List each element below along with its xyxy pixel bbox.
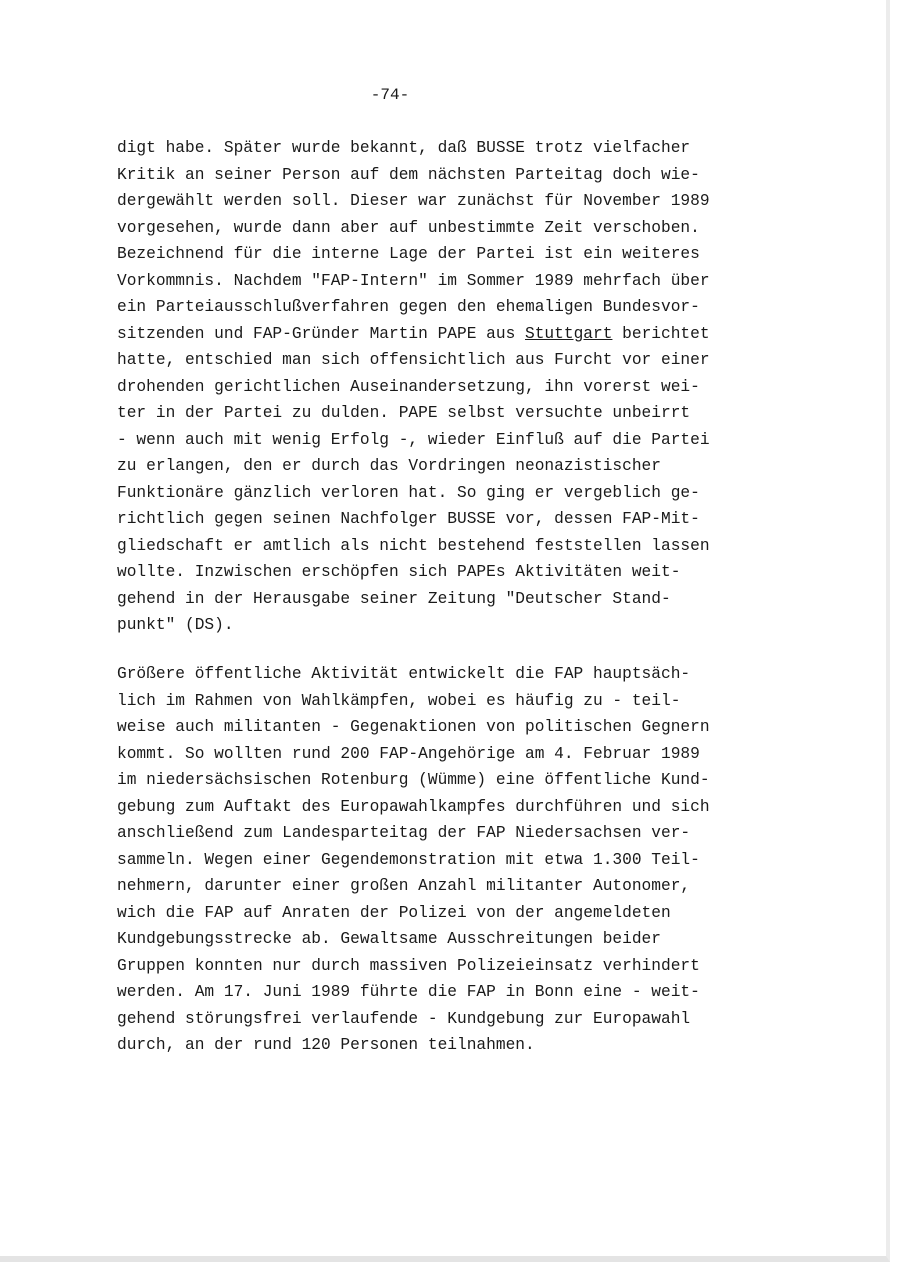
text-segment: sitzenden und FAP-Gründer Martin PAPE aus <box>117 324 525 343</box>
text-line: nehmern, darunter einer großen Anzahl militanter Autonomer, <box>117 877 691 895</box>
text-line: gliedschaft er amtlich als nicht bestehend feststellen lassen <box>117 536 710 555</box>
text-line: gebung zum Auftakt des Europawahlkampfes durchführen und sich <box>117 797 710 816</box>
paragraph-2 <box>117 661 797 1059</box>
text-line: vorgesehen, wurde dann aber auf unbestimmte Zeit verschoben. <box>117 218 700 237</box>
text-line: werden. Am 17. Juni 1989 führte die FAP in Bonn eine - weit- <box>117 983 700 1001</box>
text-line: drohenden gerichtlichen Auseinandersetzung, ihn vorerst wei- <box>117 377 700 396</box>
text-line: punkt" (DS). <box>117 616 234 634</box>
text-segment: berichtet <box>612 324 710 343</box>
text-line: richtlich gegen seinen Nachfolger BUSSE vor, dessen FAP-Mit- <box>117 510 700 528</box>
paragraph-1 <box>117 135 797 639</box>
text-line: Kritik an seiner Person auf dem nächsten Parteitag doch wie- <box>117 165 700 184</box>
text-line: im niedersächsischen Rotenburg (Wümme) eine öffentliche Kund- <box>117 771 710 789</box>
text-line: durch, an der rund 120 Personen teilnahmen. <box>117 1036 535 1054</box>
text-line: zu erlangen, den er durch das Vordringen neonazistischer <box>117 457 661 475</box>
text-line: ein Parteiausschlußverfahren gegen den ehemaligen Bundesvor- <box>117 298 700 316</box>
text-line: Bezeichnend für die interne Lage der Partei ist ein weiteres <box>117 245 700 263</box>
text-line: Kundgebungsstrecke ab. Gewaltsame Ausschreitungen beider <box>117 930 661 948</box>
text-line: gehend in der Herausgabe seiner Zeitung "Deutscher Stand- <box>117 589 671 608</box>
text-line: hatte, entschied man sich offensichtlich aus Furcht vor einer <box>117 351 710 369</box>
text-line: wich die FAP auf Anraten der Polizei von der angemeldeten <box>117 903 671 922</box>
page-number: -74- <box>370 86 410 104</box>
text-line: Gruppen konnten nur durch massiven Polizeieinsatz verhindert <box>117 956 700 975</box>
underlined-place-name: Stuttgart <box>525 324 613 343</box>
text-line: ter in der Partei zu dulden. PAPE selbst versuchte unbeirrt <box>117 404 691 422</box>
text-line: digt habe. Später wurde bekannt, daß BUSSE trotz vielfacher <box>117 139 691 157</box>
text-line: - wenn auch mit wenig Erfolg -, wieder Einfluß auf die Partei <box>117 430 710 449</box>
text-line: kommt. So wollten rund 200 FAP-Angehörige am 4. Februar 1989 <box>117 744 700 763</box>
text-line: gehend störungsfrei verlaufende - Kundgebung zur Europawahl <box>117 1009 691 1028</box>
text-line: weise auch militanten - Gegenaktionen von politischen Gegnern <box>117 718 710 736</box>
text-line: Größere öffentliche Aktivität entwickelt die FAP hauptsäch- <box>117 665 691 683</box>
text-line: Funktionäre gänzlich verloren hat. So ging er vergeblich ge- <box>117 483 700 502</box>
text-line: sammeln. Wegen einer Gegendemonstration mit etwa 1.300 Teil- <box>117 850 700 869</box>
text-line: wollte. Inzwischen erschöpfen sich PAPEs Aktivitäten weit- <box>117 563 681 581</box>
text-line: dergewählt werden soll. Dieser war zunächst für November 1989 <box>117 192 710 210</box>
text-line: Vorkommnis. Nachdem "FAP-Intern" im Sommer 1989 mehrfach über <box>117 271 710 290</box>
text-line: anschließend zum Landesparteitag der FAP Niedersachsen ver- <box>117 824 691 842</box>
text-line: lich im Rahmen von Wahlkämpfen, wobei es häufig zu - teil- <box>117 691 681 710</box>
text-line-with-underline <box>117 321 797 348</box>
